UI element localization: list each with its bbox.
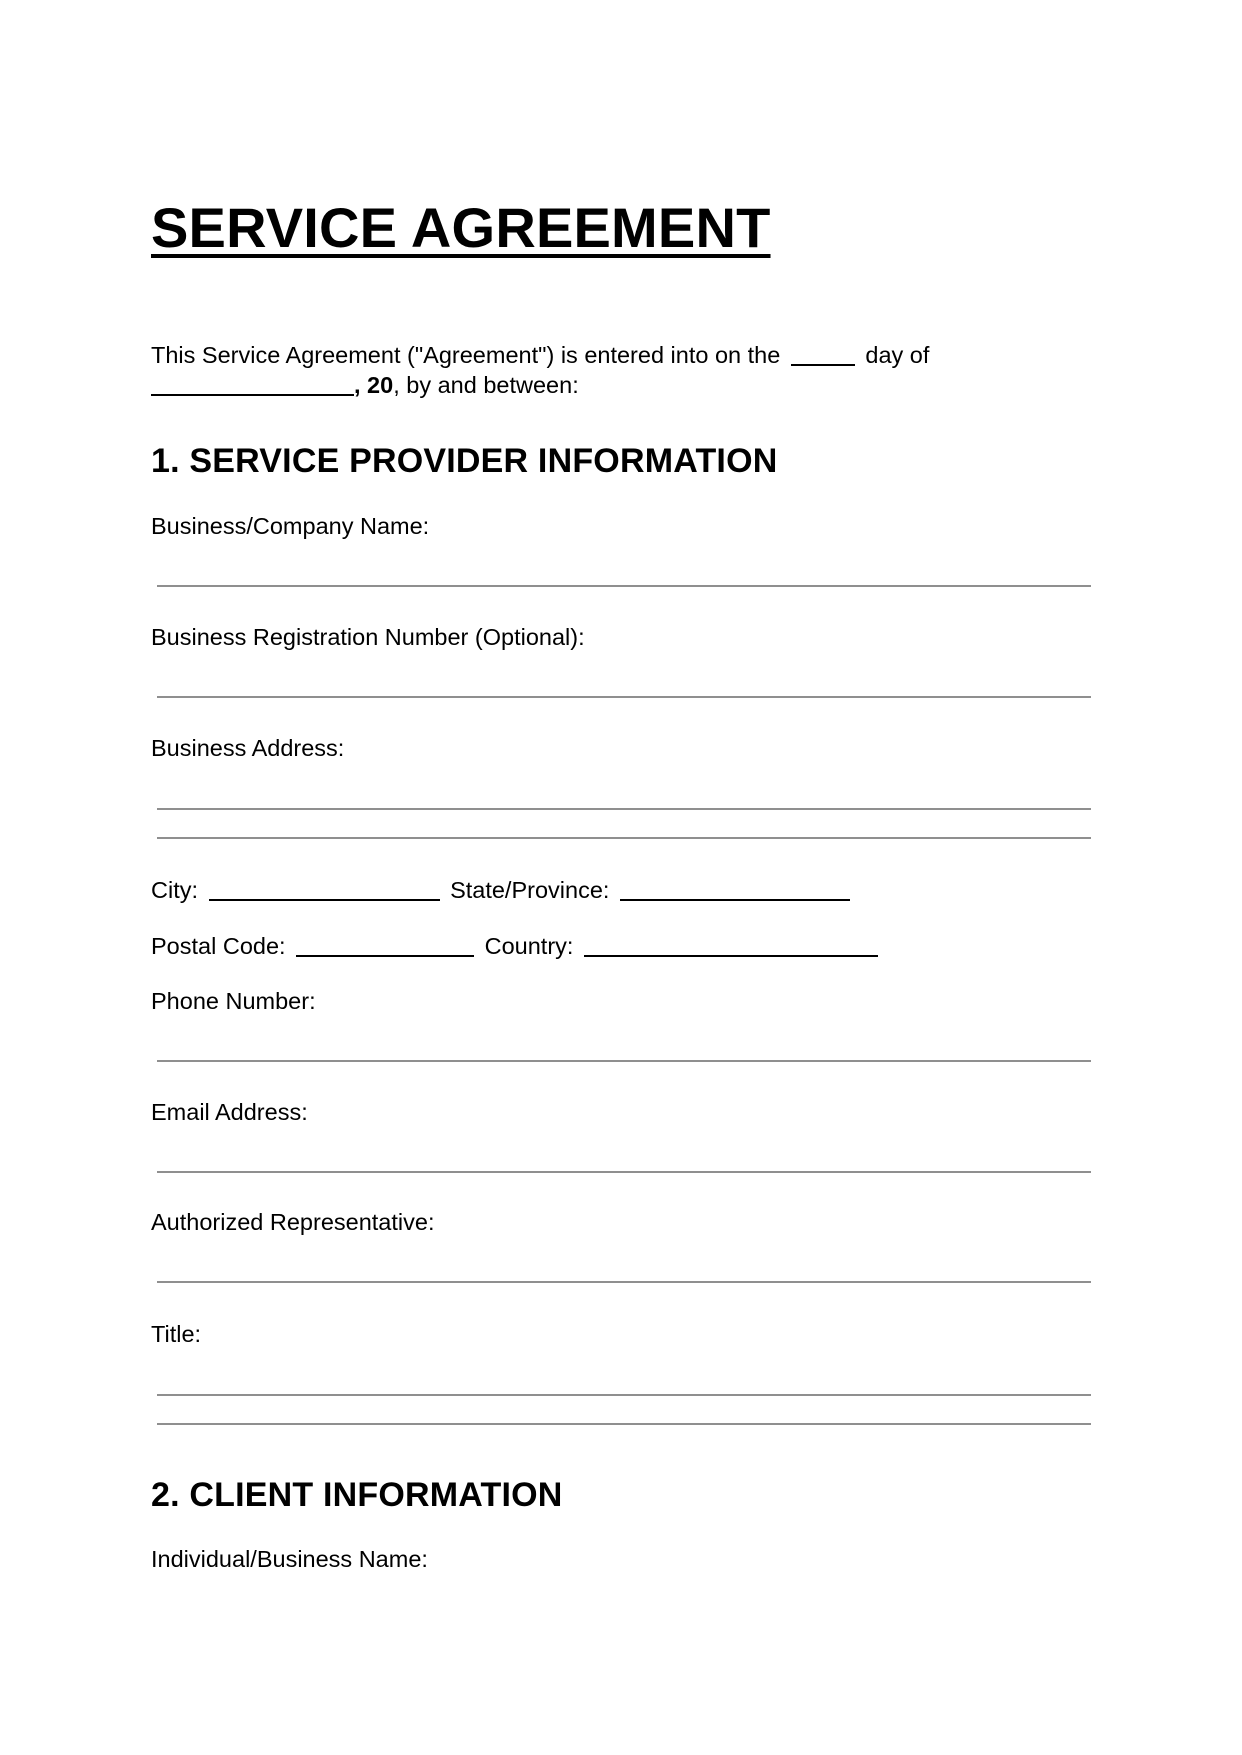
client-name-label: Individual/Business Name: xyxy=(151,1546,428,1572)
postal-label: Postal Code: xyxy=(151,933,286,959)
registration-line[interactable] xyxy=(157,696,1091,698)
title-label: Title: xyxy=(151,1321,202,1347)
address-line-2[interactable] xyxy=(157,837,1091,839)
representative-line[interactable] xyxy=(157,1281,1091,1283)
postal-country-row xyxy=(151,935,878,959)
representative-label: Authorized Representative: xyxy=(151,1209,435,1235)
intro-tail: , by and between: xyxy=(393,372,579,398)
intro-year-prefix: , 20 xyxy=(354,372,394,398)
title-line-2[interactable] xyxy=(157,1423,1091,1425)
state-blank[interactable] xyxy=(620,899,850,901)
country-label: Country: xyxy=(484,933,574,959)
phone-line[interactable] xyxy=(157,1060,1091,1062)
business-name-line[interactable] xyxy=(157,585,1091,587)
postal-blank[interactable] xyxy=(296,955,474,957)
section-1-heading: 1. SERVICE PROVIDER INFORMATION xyxy=(151,442,778,480)
day-blank[interactable] xyxy=(791,364,855,366)
intro-line-1 xyxy=(151,344,929,368)
registration-label: Business Registration Number (Optional): xyxy=(151,624,585,650)
business-name-label: Business/Company Name: xyxy=(151,513,430,539)
city-label: City: xyxy=(151,877,198,903)
title-line-1[interactable] xyxy=(157,1394,1091,1396)
section-2-heading: 2. CLIENT INFORMATION xyxy=(151,1476,563,1514)
intro-text: This Service Agreement ("Agreement") is entered into on the xyxy=(151,342,781,368)
city-state-row xyxy=(151,879,850,903)
country-blank[interactable] xyxy=(584,955,878,957)
phone-label: Phone Number: xyxy=(151,988,316,1014)
intro-day-suffix: day of xyxy=(865,342,930,368)
document-title: SERVICE AGREEMENT xyxy=(151,196,771,259)
email-line[interactable] xyxy=(157,1171,1091,1173)
address-line-1[interactable] xyxy=(157,808,1091,810)
email-label: Email Address: xyxy=(151,1099,308,1125)
address-label: Business Address: xyxy=(151,735,345,761)
city-blank[interactable] xyxy=(209,899,440,901)
intro-line-2 xyxy=(151,374,579,398)
month-blank[interactable] xyxy=(151,394,354,396)
state-label: State/Province: xyxy=(450,877,610,903)
